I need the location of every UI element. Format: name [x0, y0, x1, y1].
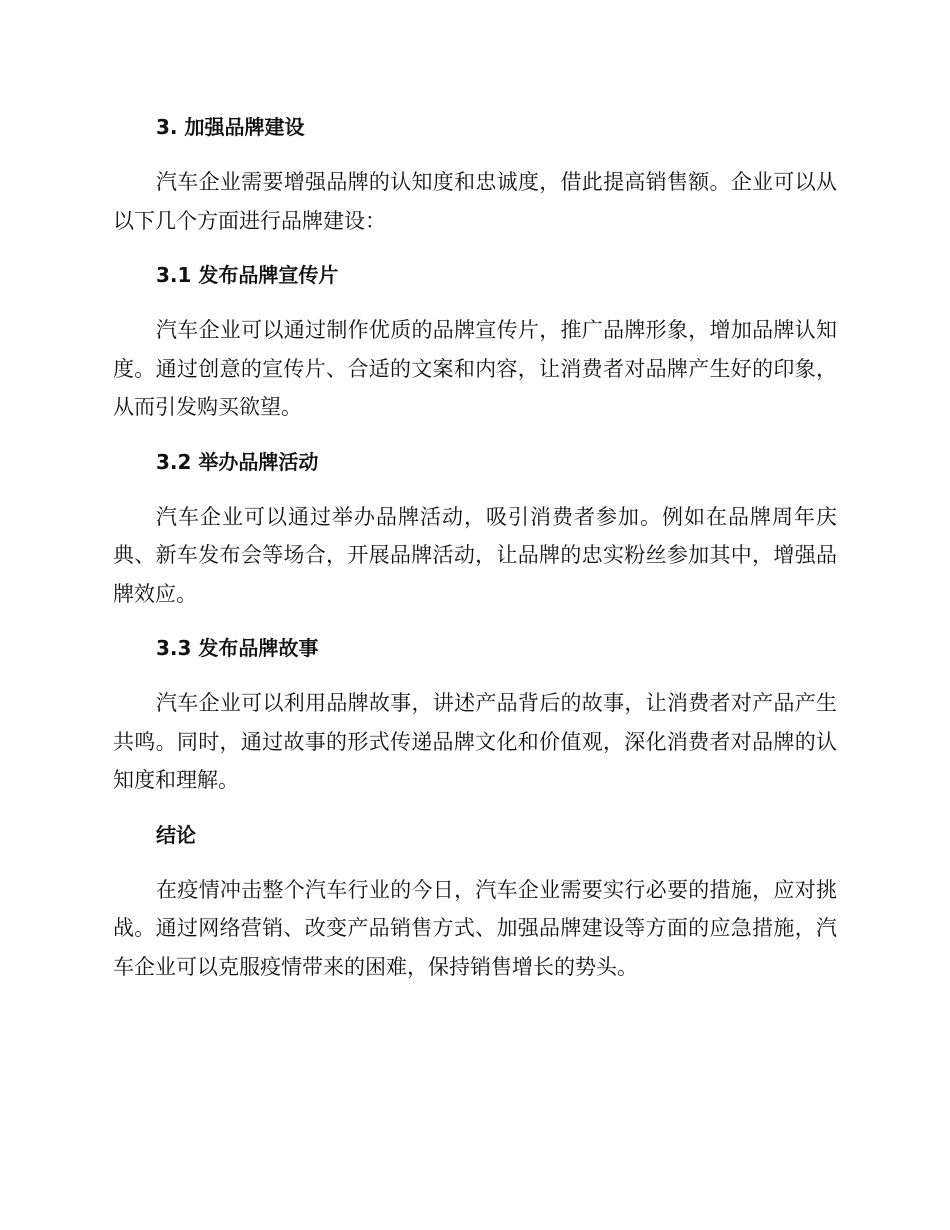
- section-heading-3-2: 3.2 举办品牌活动: [156, 449, 319, 474]
- section-heading-3-1: 3.1 发布品牌宣传片: [156, 263, 339, 287]
- section-heading-3-3: 3.3 发布品牌故事: [156, 636, 319, 660]
- section-paragraph-3-3: 汽车企业可以利用品牌故事，讲述产品背后的故事，让消费者对产品产生共鸣。同时，通过故事的形式传递品牌文化和价值观，深化消费者对品牌的认知度和理解。: [113, 691, 837, 792]
- document-body: [113, 107, 837, 986]
- section-paragraph-3-1: 汽车企业可以通过制作优质的品牌宣传片，推广品牌形象，增加品牌认知度。通过创意的宣传片、合适的文案和内容，让消费者对品牌产生好的印象，从而引发购买欲望。: [113, 318, 837, 419]
- conclusion-paragraph: 在疫情冲击整个汽车行业的今日，汽车企业需要实行必要的措施，应对挑战。通过网络营销、改变产品销售方式、加强品牌建设等方面的应急措施，汽车企业可以克服疫情带来的困难，保持销售增长的势头。: [113, 877, 837, 979]
- section-heading-3: 3. 加强品牌建设: [156, 115, 305, 139]
- section-paragraph-3: 汽车企业需要增强品牌的认知度和忠诚度，借此提高销售额。企业可以从以下几个方面进行品牌建设：: [113, 170, 837, 233]
- conclusion-heading: 结论: [156, 822, 196, 847]
- section-paragraph-3-2: 汽车企业可以通过举办品牌活动，吸引消费者参加。例如在品牌周年庆典、新车发布会等场合，开展品牌活动，让品牌的忠实粉丝参加其中，增强品牌效应。: [113, 504, 837, 606]
